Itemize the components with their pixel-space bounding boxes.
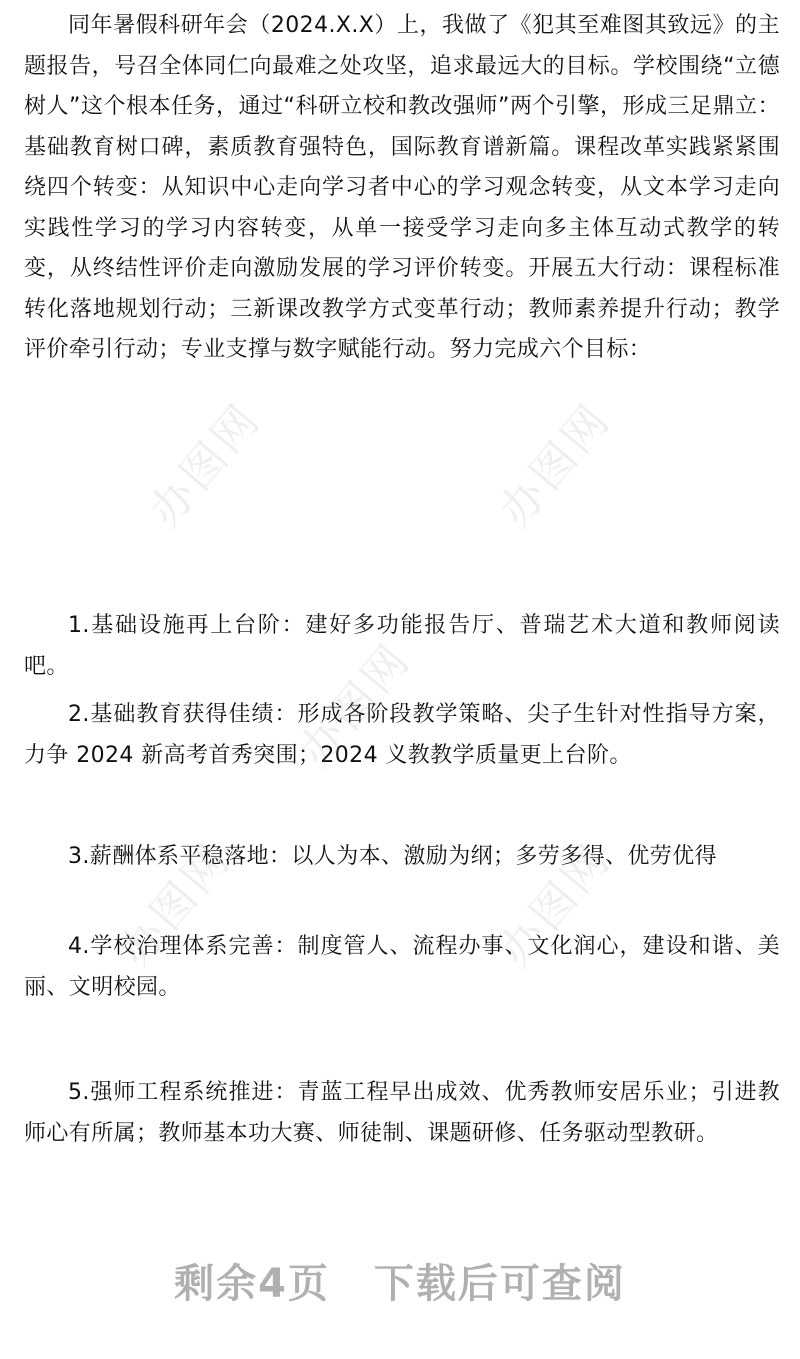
- download-banner[interactable]: [0, 1252, 800, 1309]
- goal-item-3: 3.薪酬体系平稳落地：以人为本、激励为纲；多劳多得、优劳优得: [68, 844, 717, 869]
- download-to-view-label: 下载后可查阅: [373, 1261, 626, 1307]
- goal-item-5: 5.强师工程系统推进：青蓝工程早出成效、优秀教师安居乐业；引进教师心有所属；教师基本功大赛、师徒制、课题研修、任务驱动型教研。: [24, 1080, 780, 1146]
- watermark: 办图网: [289, 633, 422, 777]
- remaining-pages-label: 剩余4页: [174, 1261, 330, 1307]
- goal-item-2: 2.基础教育获得佳绩：形成各阶段教学策略、尖子生针对性指导方案，力争 2024 新高考首秀突围；2024 义教教学质量更上台阶。: [24, 702, 780, 768]
- watermark: 办图网: [489, 833, 622, 977]
- watermark: 办图网: [139, 393, 272, 537]
- goal-item-1: 1.基础设施再上台阶：建好多功能报告厅、普瑞艺术大道和教师阅读吧。: [24, 613, 780, 679]
- goal-item-4: 4.学校治理体系完善：制度管人、流程办事、文化润心，建设和谐、美丽、文明校园。: [24, 934, 780, 1000]
- intro-paragraph: 同年暑假科研年会（2024.X.X）上，我做了《犯其至难图其致远》的主题报告，号召全体同仁向最难之处攻坚，追求最远大的目标。学校围绕“立德树人”这个根本任务，通过“科研立校和教改强师”两个引擎，形成三足鼎立：基础教育树口碑，素质教育强特色，国际教育谱新篇。课程改革实践紧紧围绕四个转变：从知识中心走向学习者中心的学习观念转变，从文本学习走向实践性学习的学习内容转变，从单一接受学习走向多主体互动式教学的转变，从终结性评价走向激励发展的学习评价转变。开展五大行动：课程标准转化落地规划行动；三新课改教学方式变革行动；教师素养提升行动；教学评价牵引行动；专业支撑与数字赋能行动。努力完成六个目标：: [24, 13, 780, 362]
- watermark: 办图网: [109, 833, 242, 977]
- watermark: 办图网: [489, 393, 622, 537]
